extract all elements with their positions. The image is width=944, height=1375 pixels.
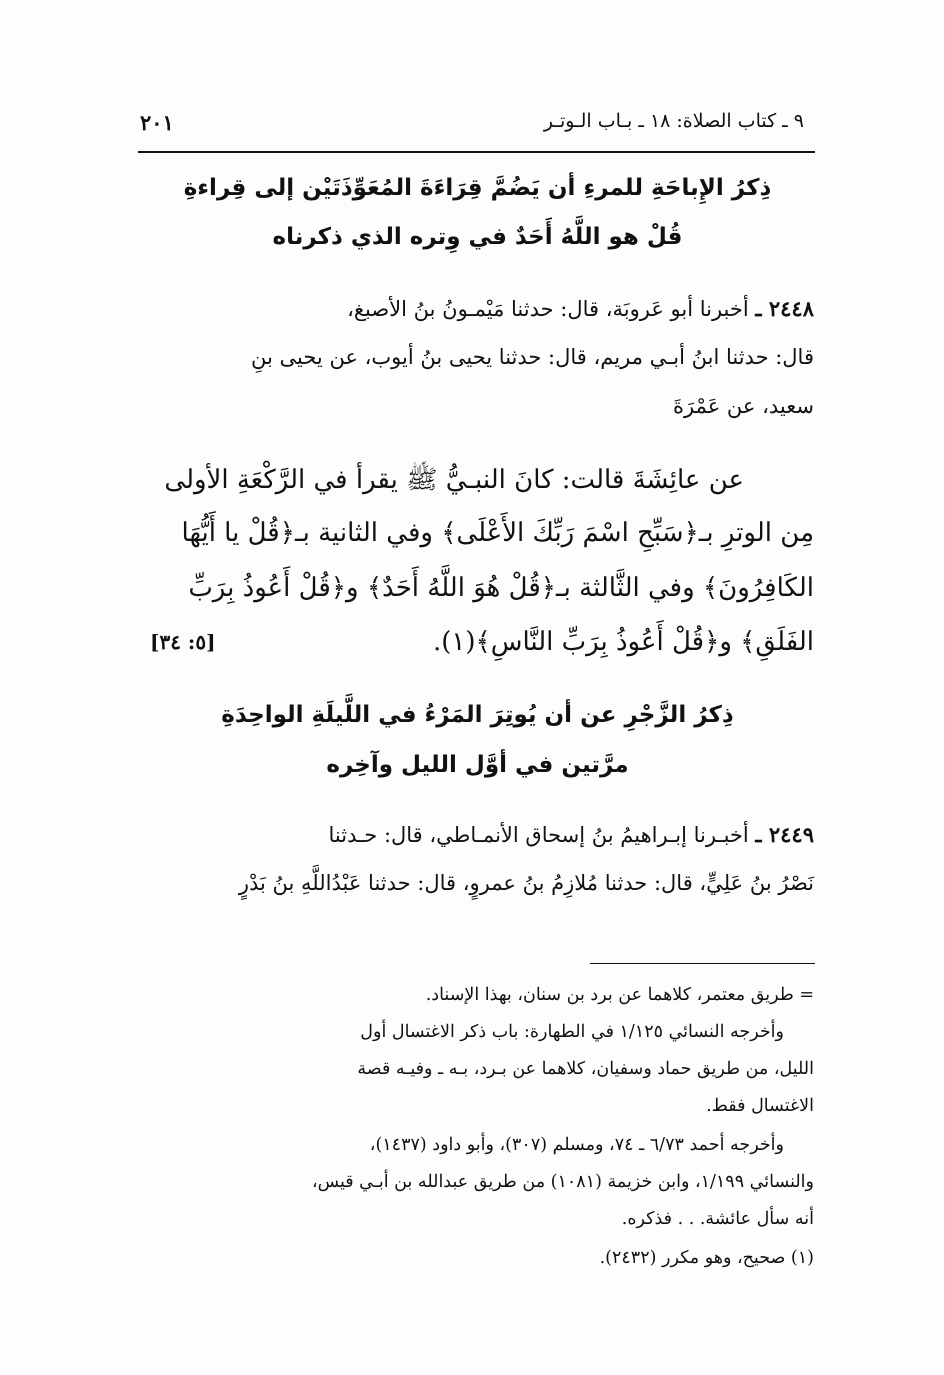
footnote-line-4: الاغتسال فقط.	[706, 1096, 814, 1116]
footnote-line-2: وأخرجه النسائي ١/١٢٥ في الطهارة: باب ذكر الاغتسال أول	[360, 1022, 784, 1042]
section-heading-2-line-1: ذِكرُ الزَّجْرِ عن أن يُوتِرَ المَرْءُ في اللَّيلَةِ الواحِدَةِ	[221, 702, 734, 728]
section-heading-1-line-2: قُلْ هو اللَّهُ أَحَدٌ في وِتره الذي ذكرناه	[272, 224, 683, 250]
hadith-2448-matn-line-2: مِن الوترِ بـ﴿سَبِّحِ اسْمَ رَبِّكَ الأَعْلَى﴾ وفي الثانية بـ﴿قُلْ يا أَيُّهَا	[181, 518, 814, 548]
hadith-2448-isnad-line-3: سعيد، عن عَمْرَةَ	[673, 394, 814, 418]
hadith-2448-matn-line-4: الفَلَقِ﴾ و﴿قُلْ أَعُوذُ بِرَبِّ النَّاسِ﴾(١).	[432, 627, 814, 657]
hadith-2448-matn-line-1: عن عائِشَةَ قالت: كانَ النبـيُّ ﷺ يقرأ في الرَّكْعَةِ الأولى	[164, 465, 744, 495]
header-rule	[138, 151, 815, 153]
hadith-2449-isnad-line-1: ٢٤٤٩ ـ أخبـرنا إبـراهيمُ بنُ إسحاق الأنمـاطي، قال: حـدثنا	[328, 822, 814, 847]
hadith-2449-isnad-line-2: نَصْرُ بنُ عَلِيٍّ، قال: حدثنا مُلازِمُ بنُ عمروٍ، قال: حدثنا عَبْدُاللَّهِ بنُ بَدْرٍ	[238, 871, 814, 895]
footnote-line-1: = طريق معتمر، كلاهما عن برد بن سنان، بهذا الإسناد.	[425, 985, 814, 1005]
hadith-number-2449: ٢٤٤٩ ـ	[755, 822, 814, 847]
footnote-line-8: (١) صحيح، وهو مكرر (٢٤٣٢).	[599, 1248, 814, 1268]
footnote-line-3: الليل، من طريق حماد وسفيان، كلاهما عن بـرد، بـه ـ وفيـه قصة	[357, 1059, 814, 1079]
footnote-rule	[590, 963, 815, 964]
section-heading-1-line-1: ذِكرُ الإِباحَةِ للمرءِ أن يَضُمَّ قِرَاءَةَ المُعَوِّذَتَيْن إلى قِراءةِ	[183, 175, 772, 201]
running-header-title: ٩ ـ كتاب الصلاة: ١٨ ـ بـاب الـوتـر	[543, 110, 804, 132]
hadith-2448-reference: [٥: ٣٤]	[150, 630, 216, 654]
footnote-line-5: وأخرجه أحمد ٦/٧٣ ـ ٧٤، ومسلم (٣٠٧)، وأبو داود (١٤٣٧)،	[369, 1135, 784, 1155]
hadith-2448-isnad-line-2: قال: حدثنا ابنُ أبـي مريم، قال: حدثنا يحيى بنُ أيوب، عن يحيى بنِ	[251, 345, 814, 369]
section-heading-2-line-2: مرَّتين في أوَّل الليل وآخِره	[326, 752, 629, 778]
page-number: ٢٠١	[140, 110, 174, 135]
hadith-2448-isnad-line-1: ٢٤٤٨ ـ أخبرنا أبو عَروبَة، قال: حدثنا مَيْمـونُ بنُ الأصبغ،	[347, 296, 814, 321]
hadith-number-2448: ٢٤٤٨ ـ	[755, 296, 814, 321]
hadith-2448-matn-line-3: الكَافِرُونَ﴾ وفي الثَّالثة بـ﴿قُلْ هُوَ اللَّهُ أَحَدٌ﴾ و﴿قُلْ أَعُوذُ بِرَبِّ	[188, 573, 814, 603]
footnote-line-7: أنه سأل عائشة. . . فذكره.	[621, 1209, 814, 1229]
footnote-line-6: والنسائي ١/١٩٩، وابن خزيمة (١٠٨١) من طريق عبدالله بن أبـي قيس،	[312, 1172, 814, 1192]
